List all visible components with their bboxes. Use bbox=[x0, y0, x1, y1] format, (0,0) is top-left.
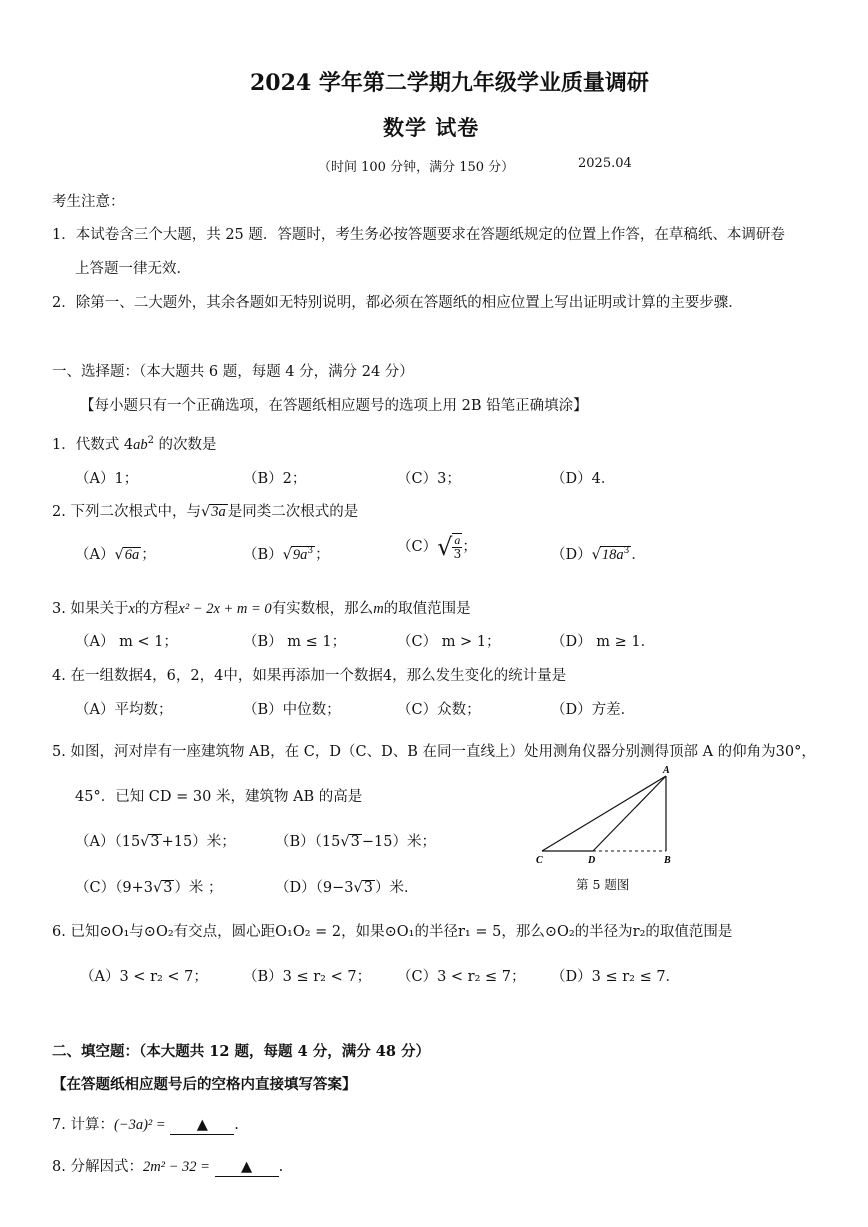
question-5-option-a[interactable]: （A）（15√3 +15）米； bbox=[75, 834, 236, 850]
question-1-option-a[interactable]: （A）1； bbox=[75, 471, 139, 487]
question-5-figure bbox=[528, 762, 698, 872]
question-2-option-d[interactable]: $(D)√18a^3$ ． bbox=[551, 546, 646, 563]
question-2-stem: 2. 下列二次根式中，与√3a 是同类二次根式的是 bbox=[52, 504, 359, 520]
section-2-heading: 二、填空题：（本大题共 12 题，每题 4 分，满分 48 分） bbox=[52, 1043, 430, 1060]
section-1-heading: 一、选择题：（本大题共 6 题，每题 4 分，满分 24 分） bbox=[52, 364, 414, 380]
question-2-option-b[interactable]: $(B)√9a^3$ ； bbox=[243, 546, 330, 563]
question-1-stem: 1．代数式 $4ab^2$ 的次数是 bbox=[52, 435, 217, 453]
question-6-option-c[interactable]: （C）3 < r₂ ≤ 7； bbox=[397, 969, 526, 985]
question-5-stem-line-1: 5. 如图，河对岸有一座建筑物 AB，在 C，D（C、D、B 在同一直线上）处用测角仪器分别测得顶部 A 的仰角为30°， bbox=[52, 744, 816, 760]
section-1-instruction: 【每小题只有一个正确选项，在答题纸相应题号的选项上用 2B 铅笔正确填涂】 bbox=[80, 398, 588, 414]
label-d: D bbox=[588, 855, 596, 866]
question-7-answer-blank[interactable]: ▲ bbox=[170, 1118, 234, 1135]
page-title: 2024 学年第二学期九年级学业质量调研 bbox=[250, 70, 649, 96]
question-3-option-c[interactable]: （C） m > 1； bbox=[397, 634, 501, 650]
question-3-option-a[interactable]: （A） m < 1； bbox=[75, 634, 178, 650]
question-1-option-d[interactable]: （D）4． bbox=[551, 471, 616, 487]
notice-item-2: 2．除第一、二大题外，其余各题如无特别说明，都必须在答题纸的相应位置上写出证明或计算的主要步骤． bbox=[52, 295, 743, 311]
question-2-option-c[interactable]: （C）√ $\frac{a}{3}$ ； bbox=[397, 533, 477, 562]
question-4-option-b[interactable]: （B）中位数； bbox=[243, 702, 341, 718]
question-4-stem: 4. 在一组数据4，6，2，4中，如果再添加一个数据4，那么发生变化的统计量是 bbox=[52, 668, 567, 684]
figure-5-caption: 第 5 题图 bbox=[576, 877, 630, 892]
question-5-option-b[interactable]: （B）（15√3 −15）米； bbox=[275, 834, 436, 850]
question-3-option-d[interactable]: （D） m ≥ 1． bbox=[551, 634, 656, 650]
question-7: 7. 计算：(−3a)² = ▲ . bbox=[52, 1117, 239, 1133]
question-2-option-a[interactable]: （A）√6a ； bbox=[75, 547, 156, 563]
notice-heading: 考生注意： bbox=[52, 194, 125, 210]
label-c: C bbox=[536, 855, 543, 866]
notice-item-1-line-2: 上答题一律无效． bbox=[75, 261, 191, 277]
question-5-stem-line-2: 45°．已知 CD = 30 米，建筑物 AB 的高是 bbox=[75, 789, 363, 805]
section-2-instruction: 【在答题纸相应题号后的空格内直接填写答案】 bbox=[52, 1076, 357, 1093]
question-5-option-d[interactable]: （D）（9−3√3 ）米． bbox=[275, 880, 419, 896]
question-4-option-a[interactable]: （A）平均数； bbox=[75, 702, 173, 718]
question-3-option-b[interactable]: （B） m ≤ 1； bbox=[243, 634, 347, 650]
question-3-stem: 3. 如果关于x的方程x² − 2x + m = 0有实数根，那么m的取值范围是 bbox=[52, 601, 471, 617]
question-6-stem: 6. 已知⊙O₁与⊙O₂有交点，圆心距O₁O₂ = 2，如果⊙O₁的半径r₁ = 5，那么⊙O₂的半径为r₂的取值范围是 bbox=[52, 924, 733, 940]
question-6-option-a[interactable]: （A）3 < r₂ < 7； bbox=[80, 969, 208, 985]
page-subtitle: 数学 试卷 bbox=[383, 115, 480, 140]
label-a: A bbox=[663, 765, 670, 776]
question-8-answer-blank[interactable]: ▲ bbox=[215, 1160, 279, 1177]
question-8: 8. 分解因式：2m² − 32 = ▲ . bbox=[52, 1159, 284, 1175]
exam-date: 2025.04 bbox=[578, 156, 632, 171]
question-6-option-d[interactable]: （D）3 ≤ r₂ ≤ 7． bbox=[551, 969, 681, 985]
question-1-option-c[interactable]: （C）3； bbox=[397, 471, 461, 487]
question-4-option-d[interactable]: （D）方差． bbox=[551, 702, 636, 718]
question-6-option-b[interactable]: （B）3 ≤ r₂ < 7； bbox=[243, 969, 372, 985]
notice-item-1-line-1: 1．本试卷含三个大题，共 25 题．答题时，考生务必按答题要求在答题纸规定的位置上作答，在草稿纸、本调研卷 bbox=[52, 227, 785, 243]
exam-meta: （时间 100 分钟，满分 150 分） bbox=[318, 160, 515, 175]
label-b: B bbox=[664, 855, 671, 866]
question-1-option-b[interactable]: （B）2； bbox=[243, 471, 307, 487]
question-4-option-c[interactable]: （C）众数； bbox=[397, 702, 481, 718]
question-5-option-c[interactable]: （C）（9+3√3 ）米 ； bbox=[75, 880, 223, 896]
